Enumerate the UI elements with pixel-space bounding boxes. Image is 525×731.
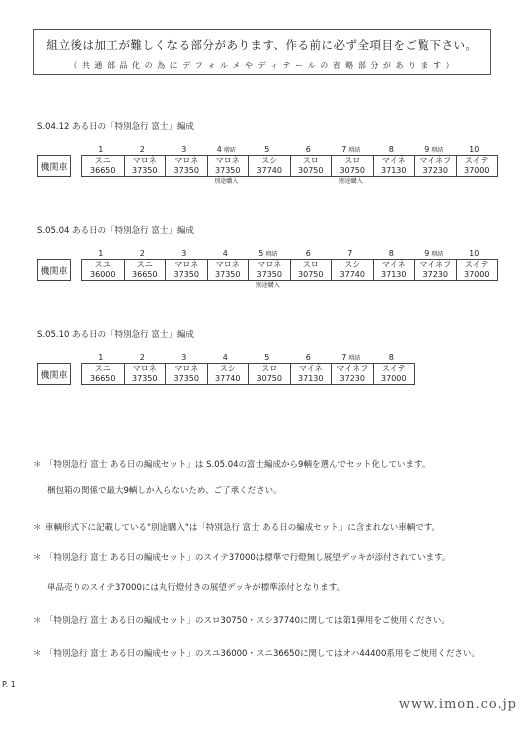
car-position-number: 2 bbox=[139, 353, 145, 362]
car-position-number: 3 bbox=[181, 353, 187, 362]
car-type: スロ bbox=[302, 260, 319, 269]
car-cell bbox=[207, 260, 249, 280]
car-type: マイネ bbox=[298, 364, 323, 373]
purchase-note bbox=[123, 177, 165, 187]
car-position bbox=[372, 248, 414, 259]
car-series-number: 37000 bbox=[464, 270, 490, 279]
car-type: マイネ bbox=[381, 156, 406, 165]
car-type: スイテ bbox=[381, 364, 406, 373]
car-position bbox=[289, 352, 331, 363]
car-series-number: 30750 bbox=[339, 166, 365, 175]
formation-title: S.04.12 ある日の「特別急行 富士」編成 bbox=[37, 122, 194, 132]
car-type: スロ bbox=[261, 364, 278, 373]
formation-s0510 bbox=[37, 328, 415, 395]
car-series-number: 37740 bbox=[256, 166, 282, 175]
purchase-note bbox=[372, 281, 414, 291]
car-series-number: 37740 bbox=[339, 270, 365, 279]
car-position-number: 5 bbox=[264, 145, 270, 154]
purchase-note: 別途購入 bbox=[338, 178, 363, 185]
car-series-number: 37130 bbox=[381, 166, 407, 175]
car-position-number: 6 bbox=[305, 353, 311, 362]
consist-row bbox=[37, 363, 415, 385]
car-position-number: 1 bbox=[98, 249, 104, 258]
car-cells bbox=[81, 363, 415, 385]
purchase-note bbox=[123, 385, 165, 395]
car-position bbox=[289, 144, 331, 155]
purchase-note bbox=[206, 385, 248, 395]
note-item: ＊ 「特別急行 富士 ある日の編成セット」は S.05.04の富士編成から9輌を選んでセット化しています。 bbox=[33, 460, 431, 470]
car-position bbox=[372, 144, 414, 155]
car-position bbox=[164, 144, 206, 155]
car-position bbox=[206, 248, 248, 259]
car-position-number: 4 bbox=[222, 353, 228, 362]
car-series-number: 37230 bbox=[422, 270, 448, 279]
car-cell bbox=[207, 156, 249, 176]
purchase-note bbox=[330, 281, 372, 291]
locomotive-cell: 機関車 bbox=[37, 155, 71, 177]
car-type: スイテ bbox=[464, 260, 489, 269]
car-position bbox=[247, 248, 289, 259]
car-position bbox=[289, 248, 331, 259]
notice-main: 組立後は加工が難しくなる部分があります、作る前に必ず全項目をご覧下さい。 bbox=[46, 38, 478, 52]
car-series-number: 37350 bbox=[132, 374, 158, 383]
car-cell bbox=[248, 156, 290, 176]
car-note-row bbox=[81, 177, 498, 187]
car-cell bbox=[248, 260, 290, 280]
car-type: スシ bbox=[261, 156, 278, 165]
car-position bbox=[123, 248, 165, 259]
note-subtext: 単品売りのスイテ37000には丸行燈付きの展望デッキが標準添付となります。 bbox=[47, 583, 346, 593]
car-position bbox=[123, 352, 165, 363]
extension-label: 増結 bbox=[431, 251, 444, 258]
note-item: ＊ 「特別急行 富士 ある日の編成セット」のスユ36000・スニ36650に関してはオハ44400系用をご使用ください。 bbox=[33, 649, 480, 659]
car-cell bbox=[290, 260, 332, 280]
page-number: P. 1 bbox=[2, 680, 16, 689]
formation-title: S.05.10 ある日の「特別急行 富士」編成 bbox=[37, 330, 194, 340]
notice-sub: （ 共 通 部 品 化 の 為 に デ フ ォ ル メ や デ ィ テ ー ル の 省 略 部 分 が あ り ま す ） bbox=[69, 61, 455, 70]
purchase-note bbox=[372, 177, 414, 187]
locomotive-cell: 機関車 bbox=[37, 363, 71, 385]
car-series-number: 37350 bbox=[132, 166, 158, 175]
formation-grid bbox=[37, 144, 498, 187]
purchase-note bbox=[164, 177, 206, 187]
car-position bbox=[81, 352, 123, 363]
locomotive-cell: 機関車 bbox=[37, 259, 71, 281]
car-type: スロ bbox=[302, 156, 319, 165]
car-series-number: 37000 bbox=[464, 166, 490, 175]
car-cell bbox=[373, 260, 415, 280]
formation-s0504 bbox=[37, 224, 498, 291]
car-series-number: 37350 bbox=[256, 270, 282, 279]
car-note-row bbox=[81, 281, 498, 291]
car-type: マロネ bbox=[132, 364, 157, 373]
car-position bbox=[206, 144, 248, 155]
car-position-number: 5 bbox=[264, 353, 270, 362]
car-series-number: 30750 bbox=[298, 270, 324, 279]
car-series-number: 37000 bbox=[381, 374, 407, 383]
car-number-row bbox=[81, 144, 498, 155]
car-type: スシ bbox=[344, 260, 361, 269]
extension-label: 増結 bbox=[265, 251, 278, 258]
car-position-number: 6 bbox=[305, 145, 311, 154]
extension-label: 増結 bbox=[348, 355, 361, 362]
car-position bbox=[455, 144, 497, 155]
car-type: スニ bbox=[94, 156, 111, 165]
note-item: ＊ 「特別急行 富士 ある日の編成セット」のスイテ37000は標準で行燈無し展望デッキが添付されています。 bbox=[33, 553, 451, 563]
car-type: スロ bbox=[344, 156, 361, 165]
car-position-number: 7 bbox=[341, 145, 347, 154]
car-cell bbox=[165, 364, 207, 384]
car-series-number: 37130 bbox=[381, 270, 407, 279]
car-series-number: 37230 bbox=[422, 166, 448, 175]
car-position-number: 5 bbox=[258, 249, 264, 258]
purchase-note bbox=[247, 385, 289, 395]
purchase-note bbox=[455, 177, 497, 187]
consist-row bbox=[37, 259, 498, 281]
car-cell bbox=[414, 156, 456, 176]
purchase-note bbox=[164, 281, 206, 291]
formation-s0412 bbox=[37, 120, 498, 187]
car-cell bbox=[331, 156, 373, 176]
car-cell bbox=[82, 364, 124, 384]
car-position-number: 6 bbox=[305, 249, 311, 258]
car-cell bbox=[165, 156, 207, 176]
car-position bbox=[164, 248, 206, 259]
extension-label: 増結 bbox=[431, 147, 444, 154]
formation-grid bbox=[37, 352, 415, 395]
car-position-number: 8 bbox=[388, 353, 394, 362]
car-cell bbox=[124, 156, 166, 176]
car-cells bbox=[81, 259, 498, 281]
car-position bbox=[330, 352, 372, 363]
car-cell bbox=[456, 260, 498, 280]
car-series-number: 37740 bbox=[215, 374, 241, 383]
car-note-row bbox=[81, 385, 415, 395]
car-position bbox=[164, 352, 206, 363]
car-series-number: 30750 bbox=[298, 166, 324, 175]
purchase-note bbox=[123, 281, 165, 291]
car-type: スシ bbox=[219, 364, 236, 373]
car-position-number: 4 bbox=[216, 145, 222, 154]
car-type: マロネ bbox=[174, 260, 199, 269]
purchase-note bbox=[413, 281, 455, 291]
car-type: マイネフ bbox=[336, 364, 369, 373]
car-number-row bbox=[81, 248, 498, 259]
purchase-note bbox=[330, 385, 372, 395]
car-number-row bbox=[81, 352, 415, 363]
car-position-number: 10 bbox=[469, 145, 480, 154]
car-position bbox=[330, 248, 372, 259]
car-position-number: 10 bbox=[469, 249, 480, 258]
car-position-number: 2 bbox=[139, 145, 145, 154]
car-position bbox=[413, 144, 455, 155]
car-type: スイテ bbox=[464, 156, 489, 165]
car-position bbox=[247, 352, 289, 363]
purchase-note bbox=[289, 281, 331, 291]
purchase-note bbox=[289, 385, 331, 395]
car-series-number: 37230 bbox=[339, 374, 365, 383]
car-position-number: 3 bbox=[181, 145, 187, 154]
car-type: マロネ bbox=[174, 364, 199, 373]
car-series-number: 37350 bbox=[215, 270, 241, 279]
car-type: マロネ bbox=[257, 260, 282, 269]
purchase-note bbox=[289, 177, 331, 187]
car-type: マイネフ bbox=[419, 156, 452, 165]
car-cell bbox=[331, 260, 373, 280]
car-cell bbox=[165, 260, 207, 280]
car-position-number: 1 bbox=[98, 353, 104, 362]
car-position-number: 8 bbox=[388, 249, 394, 258]
car-position-number: 4 bbox=[222, 249, 228, 258]
car-cell bbox=[207, 364, 249, 384]
car-type: マロネ bbox=[174, 156, 199, 165]
car-type: スニ bbox=[94, 364, 111, 373]
car-cell bbox=[82, 260, 124, 280]
notice-box bbox=[33, 29, 491, 75]
car-cell bbox=[124, 260, 166, 280]
car-cell bbox=[414, 260, 456, 280]
formation-grid bbox=[37, 248, 498, 291]
car-position bbox=[123, 144, 165, 155]
car-position bbox=[372, 352, 414, 363]
car-position-number: 8 bbox=[388, 145, 394, 154]
purchase-note: 別途購入 bbox=[255, 282, 280, 289]
car-position bbox=[81, 144, 123, 155]
car-position-number: 9 bbox=[424, 145, 430, 154]
site-watermark: www.imon.co.jp bbox=[398, 697, 517, 712]
car-position bbox=[413, 248, 455, 259]
purchase-note bbox=[206, 281, 248, 291]
car-position bbox=[81, 248, 123, 259]
car-cell bbox=[373, 156, 415, 176]
car-type: マロネ bbox=[215, 260, 240, 269]
car-cell bbox=[331, 364, 373, 384]
car-position bbox=[330, 144, 372, 155]
extension-label: 増結 bbox=[223, 147, 236, 154]
car-position bbox=[455, 248, 497, 259]
formation-title: S.05.04 ある日の「特別急行 富士」編成 bbox=[37, 226, 194, 236]
car-type: マロネ bbox=[132, 156, 157, 165]
purchase-note bbox=[247, 177, 289, 187]
car-series-number: 30750 bbox=[256, 374, 282, 383]
car-type: マロネ bbox=[215, 156, 240, 165]
car-cell bbox=[82, 156, 124, 176]
car-position-number: 7 bbox=[341, 353, 347, 362]
car-cell bbox=[456, 156, 498, 176]
car-series-number: 37350 bbox=[173, 166, 199, 175]
car-position-number: 2 bbox=[139, 249, 145, 258]
purchase-note bbox=[164, 385, 206, 395]
car-type: マイネ bbox=[381, 260, 406, 269]
car-series-number: 36000 bbox=[90, 270, 116, 279]
car-position-number: 3 bbox=[181, 249, 187, 258]
purchase-note bbox=[81, 281, 123, 291]
car-position bbox=[206, 352, 248, 363]
car-position-number: 7 bbox=[347, 249, 353, 258]
car-series-number: 36650 bbox=[90, 166, 116, 175]
consist-row bbox=[37, 155, 498, 177]
car-type: スユ bbox=[94, 260, 111, 269]
car-position-number: 1 bbox=[98, 145, 104, 154]
car-series-number: 37350 bbox=[215, 166, 241, 175]
purchase-note bbox=[413, 177, 455, 187]
car-cell bbox=[373, 364, 415, 384]
note-item: ＊ 車輌形式下に記載している"別途購入"は「特別急行 富士 ある日の編成セット」に含まれない車輌です。 bbox=[33, 523, 441, 533]
car-series-number: 37350 bbox=[173, 374, 199, 383]
car-series-number: 36650 bbox=[132, 270, 158, 279]
extension-label: 増結 bbox=[348, 147, 361, 154]
car-series-number: 36650 bbox=[90, 374, 116, 383]
car-cells bbox=[81, 155, 498, 177]
car-position bbox=[247, 144, 289, 155]
car-type: マイネフ bbox=[419, 260, 452, 269]
purchase-note: 別途購入 bbox=[214, 178, 239, 185]
car-series-number: 37350 bbox=[173, 270, 199, 279]
car-cell bbox=[290, 156, 332, 176]
note-item: ＊ 「特別急行 富士 ある日の編成セット」のスロ30750・スシ37740に関しては第1弾用をご使用ください。 bbox=[33, 616, 450, 626]
note-subtext: 梱包箱の関係で最大9輌しか入らないため、ご了承ください。 bbox=[47, 486, 282, 496]
purchase-note bbox=[81, 385, 123, 395]
car-cell bbox=[290, 364, 332, 384]
purchase-note bbox=[455, 281, 497, 291]
car-type: スニ bbox=[136, 260, 153, 269]
car-cell bbox=[248, 364, 290, 384]
car-position-number: 9 bbox=[424, 249, 430, 258]
purchase-note bbox=[81, 177, 123, 187]
purchase-note bbox=[372, 385, 414, 395]
car-cell bbox=[124, 364, 166, 384]
car-series-number: 37130 bbox=[298, 374, 324, 383]
